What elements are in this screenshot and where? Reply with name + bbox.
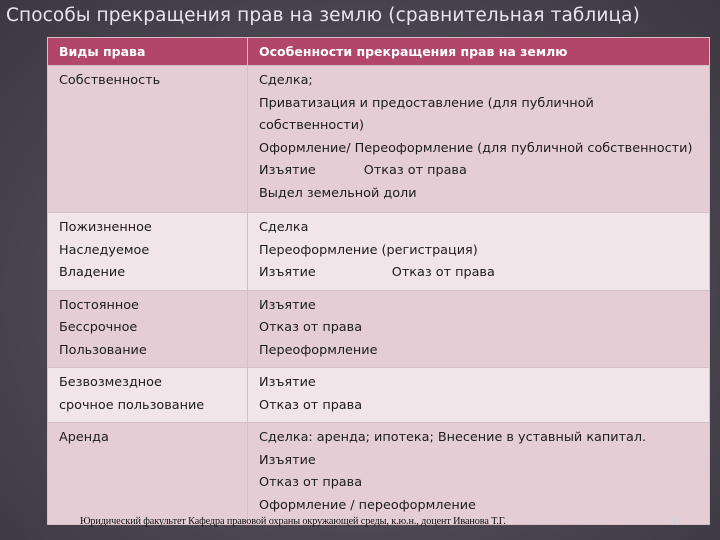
feature-line [259, 115, 709, 138]
feature-line [259, 395, 709, 418]
termination-features-cell [248, 368, 710, 423]
feature-phrase: Отказ от права [363, 163, 467, 178]
table-header-row [48, 38, 710, 66]
feature-line [259, 372, 709, 395]
right-type-line: Постоянное [59, 297, 139, 313]
feature-phrase: Переоформление [259, 342, 378, 358]
feature-line [259, 262, 709, 285]
feature-line [259, 317, 709, 340]
right-type-cell [48, 66, 248, 213]
right-type-line: Наследуемое [59, 242, 150, 258]
table-row [48, 213, 710, 291]
feature-line [259, 70, 709, 93]
table-row [48, 423, 710, 525]
feature-phrase: Отказ от права [259, 320, 363, 335]
feature-phrase: Отказ от права [391, 265, 495, 280]
feature-phrase: Оформление/ Переоформление (для публичной собственности) [259, 140, 693, 156]
column-header-termination-features: Особенности прекращения прав на землю [248, 38, 710, 66]
right-type-cell [48, 368, 248, 423]
feature-phrase: Переоформление (регистрация) [259, 242, 478, 258]
right-type-line: Пользование [59, 342, 147, 358]
right-type-line: Владение [59, 265, 126, 280]
feature-phrase: Выдел земельной доли [259, 185, 417, 201]
feature-phrase: Изъятие [259, 297, 316, 313]
feature-line [259, 183, 709, 206]
termination-features-cell [248, 213, 710, 291]
feature-line [259, 138, 709, 161]
right-type-line: Аренда [59, 430, 109, 445]
feature-phrase: Сделка; [259, 73, 313, 88]
feature-line [259, 450, 709, 473]
right-type-line: Собственность [59, 73, 161, 88]
feature-phrase: Изъятие [259, 452, 316, 468]
feature-phrase: Отказ от права [259, 397, 363, 413]
feature-line [259, 340, 709, 363]
right-type-line: Бессрочное [59, 320, 138, 335]
feature-phrase: Отказ от права [259, 475, 363, 490]
right-type-line: Безвозмездное [59, 375, 162, 390]
feature-phrase: Сделка [259, 220, 309, 235]
termination-features-cell [248, 66, 710, 213]
right-type-cell [48, 213, 248, 291]
slide-footer: Юридический факультет Кафедра правовой охраны окружающей среды, к.ю.н., доцент Иванова Т.Г. [80, 516, 506, 527]
feature-phrase: Приватизация и предоставление (для публичной [259, 95, 594, 111]
termination-features-cell [248, 290, 710, 368]
feature-line [259, 495, 709, 518]
right-type-line: Пожизненное [59, 220, 152, 235]
feature-line [259, 240, 709, 263]
comparison-table-container [47, 37, 709, 525]
feature-phrase: Сделка: аренда; ипотека; Внесение в уставный капитал. [259, 430, 647, 445]
table-row [48, 290, 710, 368]
page-number: 48 [668, 516, 682, 528]
feature-phrase: собственности) [259, 118, 365, 133]
right-type-cell [48, 423, 248, 525]
feature-phrase: Оформление / переоформление [259, 497, 476, 513]
feature-line [259, 93, 709, 116]
feature-line [259, 160, 709, 183]
column-header-right-type: Виды права [48, 38, 248, 66]
right-type-cell [48, 290, 248, 368]
feature-line [259, 217, 709, 240]
termination-features-cell [248, 423, 710, 525]
slide-title: Способы прекращения прав на землю (сравнительная таблица) [6, 5, 640, 26]
feature-line [259, 427, 709, 450]
table-row [48, 66, 710, 213]
feature-phrase: Изъятие [259, 163, 316, 178]
table-row [48, 368, 710, 423]
feature-phrase: Изъятие [259, 375, 316, 390]
feature-line [259, 472, 709, 495]
feature-phrase: Изъятие [259, 265, 316, 280]
comparison-table [47, 37, 710, 525]
right-type-line: срочное пользование [59, 397, 205, 413]
feature-line [259, 295, 709, 318]
